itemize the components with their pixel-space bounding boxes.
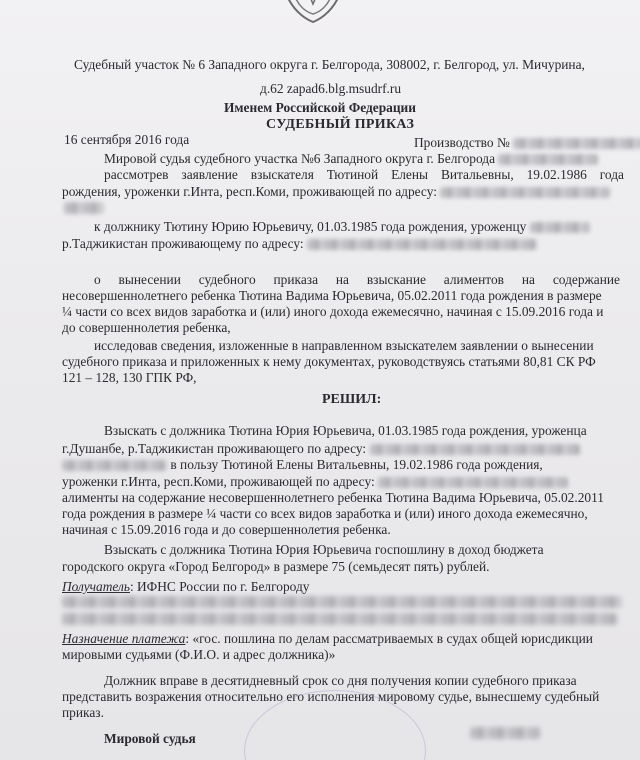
review-line-1: исследовав сведения, изложенные в направленном взыскателем заявлении о вынесении — [94, 338, 594, 353]
redacted-bank-details-2 — [62, 613, 618, 625]
decision-line-1: Взыскать с должника Тютина Юрия Юрьевича, 01.03.1985 года рождения, уроженца — [104, 423, 587, 438]
redacted-claimant-address — [440, 187, 610, 198]
recipient-value: : ИФНС России по г. Белгороду — [129, 579, 310, 594]
subject-line-4: до совершеннолетия ребенка, — [62, 320, 231, 335]
coat-of-arms-icon — [268, 0, 358, 26]
fee-line-2: городского округа «Город Белгород» в размере 75 (семьдесят пять) рублей. — [62, 559, 490, 574]
objection-line-3: приказ. — [62, 705, 104, 720]
debtor-line-2 — [62, 235, 537, 252]
redacted-court-location — [498, 154, 598, 165]
case-number-label: Производство № — [414, 135, 510, 150]
decision-line-4 — [62, 473, 568, 490]
redacted-debtor-address-3 — [62, 460, 167, 471]
redacted-judge-name — [470, 727, 540, 739]
order-date: 16 сентября 2016 года — [64, 132, 190, 147]
payment-purpose-line-1 — [62, 630, 593, 647]
in-the-name-heading: Именем Российской Федерации — [224, 100, 416, 115]
decision-line-3 — [62, 456, 543, 473]
decision-line-7: начиная с 15.09.2016 года и до совершеннолетия ребенка. — [62, 522, 391, 537]
objection-line-2: представить возражения относительно его исполнения мировому судье, вынесшему судебный — [62, 689, 600, 704]
decision-line-2 — [62, 440, 580, 457]
decision-line-3-text: в пользу Тютиной Елены Витальевны, 19.02.1986 года рождения, — [170, 457, 543, 472]
review-line-2: судебного приказа и приложенных к нему документах, руководствуясь статьями 80,81 СК РФ — [62, 354, 596, 369]
subject-line-1: о вынесении судебного приказа на взыскание алиментов на содержание — [94, 272, 620, 287]
review-line-3: 121 – 128, 130 ГПК РФ, — [62, 370, 197, 385]
decision-line-5: алименты на содержание несовершеннолетнего ребенка Тютина Вадима Юрьевича, 05.02.2011 — [62, 490, 604, 505]
redacted-debtor-address — [307, 239, 537, 250]
objection-line-1: Должник вправе в десятидневный срок со дня получения копии судебного приказа — [104, 673, 577, 688]
debtor-line-2-text: р.Таджикистан проживающему по адресу: — [62, 236, 304, 251]
redacted-claimant-address-cont — [64, 202, 104, 214]
court-website: д.62 zapad6.blg.msudrf.ru — [260, 81, 402, 96]
court-address: Судебный участок № 6 Западного округа г. Белгорода, 308002, г. Белгород, ул. Мичурина, — [74, 57, 585, 72]
redacted-bank-details-1 — [62, 596, 622, 608]
decision-line-2-text: г.Душанбе, р.Таджикистан проживающего по адресу: — [62, 441, 367, 456]
fee-line-1: Взыскать с должника Тютина Юрия Юрьевича госпошлину в доход бюджета — [104, 542, 544, 557]
subject-line-3: ¼ части со всех видов заработка и (или) иного дохода ежемесячно, начиная с 15.09.2016 года и — [62, 304, 604, 319]
intro-line-3 — [62, 183, 610, 200]
case-number — [414, 134, 640, 151]
debtor-line-1 — [94, 218, 590, 235]
subject-line-2: несовершеннолетнего ребенка Тютина Вадима Юрьевича, 05.02.2011 года рождения в размере — [62, 288, 602, 303]
redacted-claimant-address-2 — [378, 477, 568, 488]
payment-purpose-line-2: мировыми судьями (Ф.И.О. и адрес должника)» — [62, 647, 336, 662]
redacted-debtor-birthplace — [530, 222, 590, 233]
intro-line-1-text: Мировой судья судебного участка №6 Западного округа г. Белгорода — [104, 151, 496, 166]
judge-signature-label: Мировой судья — [104, 731, 196, 746]
intro-line-2: рассмотрев заявление взыскателя Тютиной Елены Витальевны, 19.02.1986 года — [104, 167, 624, 182]
document-title: СУДЕБНЫЙ ПРИКАЗ — [266, 117, 415, 132]
decision-heading: РЕШИЛ: — [322, 392, 382, 407]
decision-line-6: года рождения в размере ¼ части со всех видов заработка и (или) иного дохода ежемесячно, — [62, 506, 588, 521]
redacted-case-number — [513, 138, 640, 149]
decision-line-4-text: уроженки г.Инта, респ.Коми, проживающей по адресу: — [62, 474, 375, 489]
intro-line-1 — [104, 150, 598, 167]
purpose-label: Назначение платежа — [62, 631, 186, 646]
purpose-value: : «гос. пошлина по делам рассматриваемых в судах общей юрисдикции — [185, 631, 593, 646]
redacted-debtor-address-2 — [370, 444, 580, 455]
recipient-label: Получатель — [62, 579, 130, 594]
debtor-line-1-text: к должнику Тютину Юрию Юрьевичу, 01.03.1985 года рождения, уроженцу — [94, 219, 527, 234]
payment-recipient — [62, 578, 309, 595]
intro-line-3-text: рождения, уроженки г.Инта, респ.Коми, проживающей по адресу: — [62, 184, 437, 199]
